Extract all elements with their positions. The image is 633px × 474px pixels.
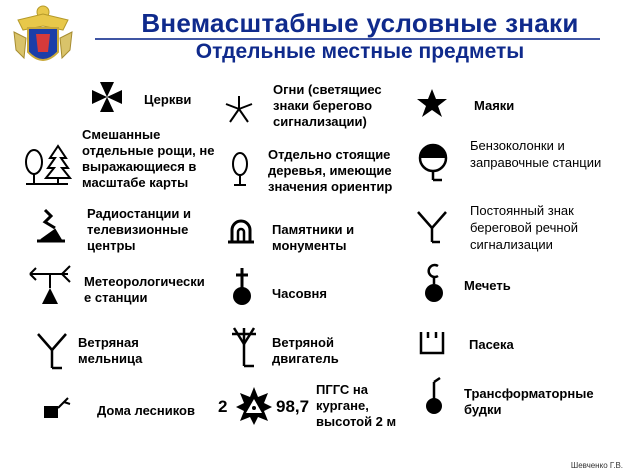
label-weather-stations: Метеорологически е станции: [84, 274, 205, 305]
label-windmill: Ветряная мельница: [78, 335, 143, 366]
label-mosque: Мечеть: [464, 278, 511, 293]
author-credit: Шевченко Г.В.: [570, 461, 623, 470]
forester-house-icon: [40, 394, 74, 424]
label-transformer: Трансформаторные будки: [464, 386, 594, 417]
label-lone-trees: Отдельно стоящие деревья, имеющие значения ориентир: [268, 147, 393, 194]
label-shore-lights: Огни (светящиес знаки берегово сигнализации): [273, 82, 382, 129]
page-title: Внемасштабные условные знаки: [141, 8, 579, 38]
page-subtitle: Отдельные местные предметы: [195, 40, 525, 63]
label-churches: Церкви: [144, 92, 192, 107]
windmill-icon: [34, 330, 70, 372]
label-monuments: Памятники и монументы: [272, 222, 355, 253]
emblem-icon: [8, 2, 78, 72]
mosque-icon: [420, 262, 448, 304]
label-mixed-groves: Смешанные отдельные рощи, не выражающиеся в масштабе карты: [82, 127, 215, 190]
church-icon: [90, 80, 124, 114]
mixed-grove-icon: [22, 144, 72, 186]
label-wind-engine: Ветряной двигатель: [272, 335, 339, 366]
pggs-mound-icon: [234, 385, 274, 425]
label-lighthouses: Маяки: [474, 98, 515, 113]
transformer-icon: [422, 376, 446, 416]
label-apiary: Пасека: [469, 337, 514, 352]
label-forester-houses: Дома лесников: [97, 403, 195, 418]
apiary-icon: [418, 328, 446, 356]
label-river-signal: Постоянный знак береговой речной сигнализации: [470, 203, 579, 252]
label-radio-stations: Радиостанции и телевизионные центры: [87, 206, 191, 253]
shore-light-icon: [222, 92, 256, 126]
label-fuel-stations: Бензоколонки и заправочные станции: [470, 138, 602, 170]
label-pggs: ПГГС на кургане, высотой 2 м: [316, 382, 397, 429]
monument-icon: [226, 218, 256, 244]
river-signal-icon: [416, 208, 448, 246]
label-chapel: Часовня: [272, 286, 327, 301]
weather-station-icon: [28, 262, 74, 306]
pggs-right-number: 98,7: [276, 397, 310, 416]
fuel-station-icon: [416, 142, 452, 184]
wind-engine-icon: [228, 326, 260, 370]
chapel-icon: [228, 266, 256, 308]
lone-tree-icon: [228, 150, 252, 188]
lighthouse-icon: [416, 88, 448, 118]
radio-station-icon: [35, 206, 67, 244]
pggs-left-number: 2: [218, 397, 228, 416]
